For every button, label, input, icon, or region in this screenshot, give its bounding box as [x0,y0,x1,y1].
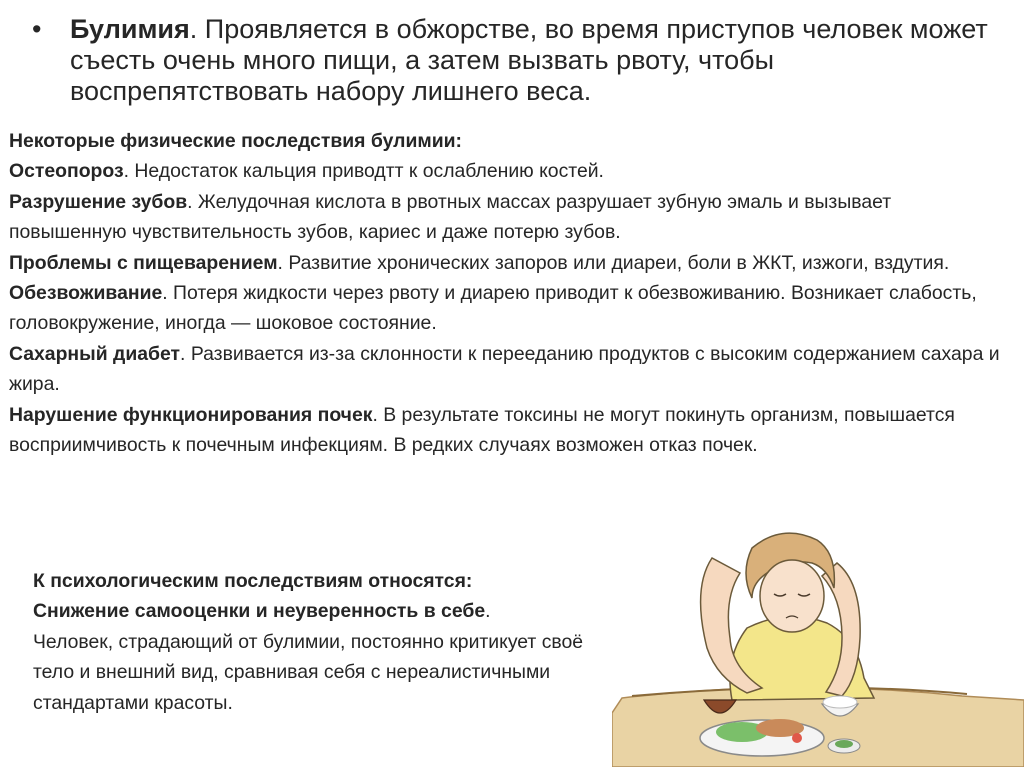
psychological-effects-section [33,566,593,718]
effect-description: . Развивается из-за склонности к перееданию продуктов с высоким содержанием сахара и жира. [9,342,1000,396]
rice-shape [823,696,857,708]
tomato-shape [792,733,802,743]
effect-description: . Развитие хронических запоров или диареи, боли в ЖКТ, изжоги, вздутия. [277,251,950,274]
effect-description: . В результате токсины не могут покинуть организм, повышается восприимчивость к почечным инфекциям. В редких случаях возможен отказ почек. [9,403,955,457]
effect-item [9,187,1009,248]
intro-bullet-text [70,14,992,107]
effect-term: Остеопороз [9,160,124,183]
effect-item [9,248,1009,278]
effect-term: Сахарный диабет [9,342,181,365]
face-shape [760,560,824,632]
effect-description: . Желудочная кислота в рвотных массах разрушает зубную эмаль и вызывает повышенную чувствительность зубов, кариес и даже потерю зубов. [9,190,892,244]
intro-bullet [32,14,992,107]
effect-term: Разрушение зубов [9,190,188,213]
effect-item [9,400,1009,461]
effect-item [9,278,1009,339]
effect-description: . Потеря жидкости через рвоту и диарею приводит к обезвоживанию. Возникает слабость, головокружение, иногда — шоковое состояние. [9,282,977,335]
psychological-description: Человек, страдающий от булимии, постоянно критикует своё тело и внешний вид, сравнивая себя с нереалистичными стандартами красоты. [33,630,584,714]
psychological-term-suffix: . [485,600,491,623]
effect-item [9,339,1009,400]
effect-term: Обезвоживание [9,282,163,305]
effect-term: Нарушение функционирования почек [9,403,373,426]
bulimia-definition: . Проявляется в обжорстве, во время приступов человек может съесть очень много пищи, а затем вызвать рвоту, чтобы воспрепятствовать набору лишнего веса. [70,14,988,106]
psychological-effects-heading: К психологическим последствиям относятся: [33,570,473,592]
bulimia-term: Булимия [70,14,190,44]
bullet-marker: • [32,14,42,44]
effect-item [9,156,1009,186]
physical-effects-section [9,126,1009,460]
sad-woman-with-food-illustration [612,528,1024,767]
side-greens [835,740,853,748]
effect-description: . Недостаток кальция приводтт к ослаблению костей. [123,160,604,183]
physical-effects-heading: Некоторые физические последствия булимии: [9,130,463,152]
psychological-term: Снижение самооценки и неуверенность в себе [33,600,486,623]
effect-term: Проблемы с пищеварением [9,251,278,274]
